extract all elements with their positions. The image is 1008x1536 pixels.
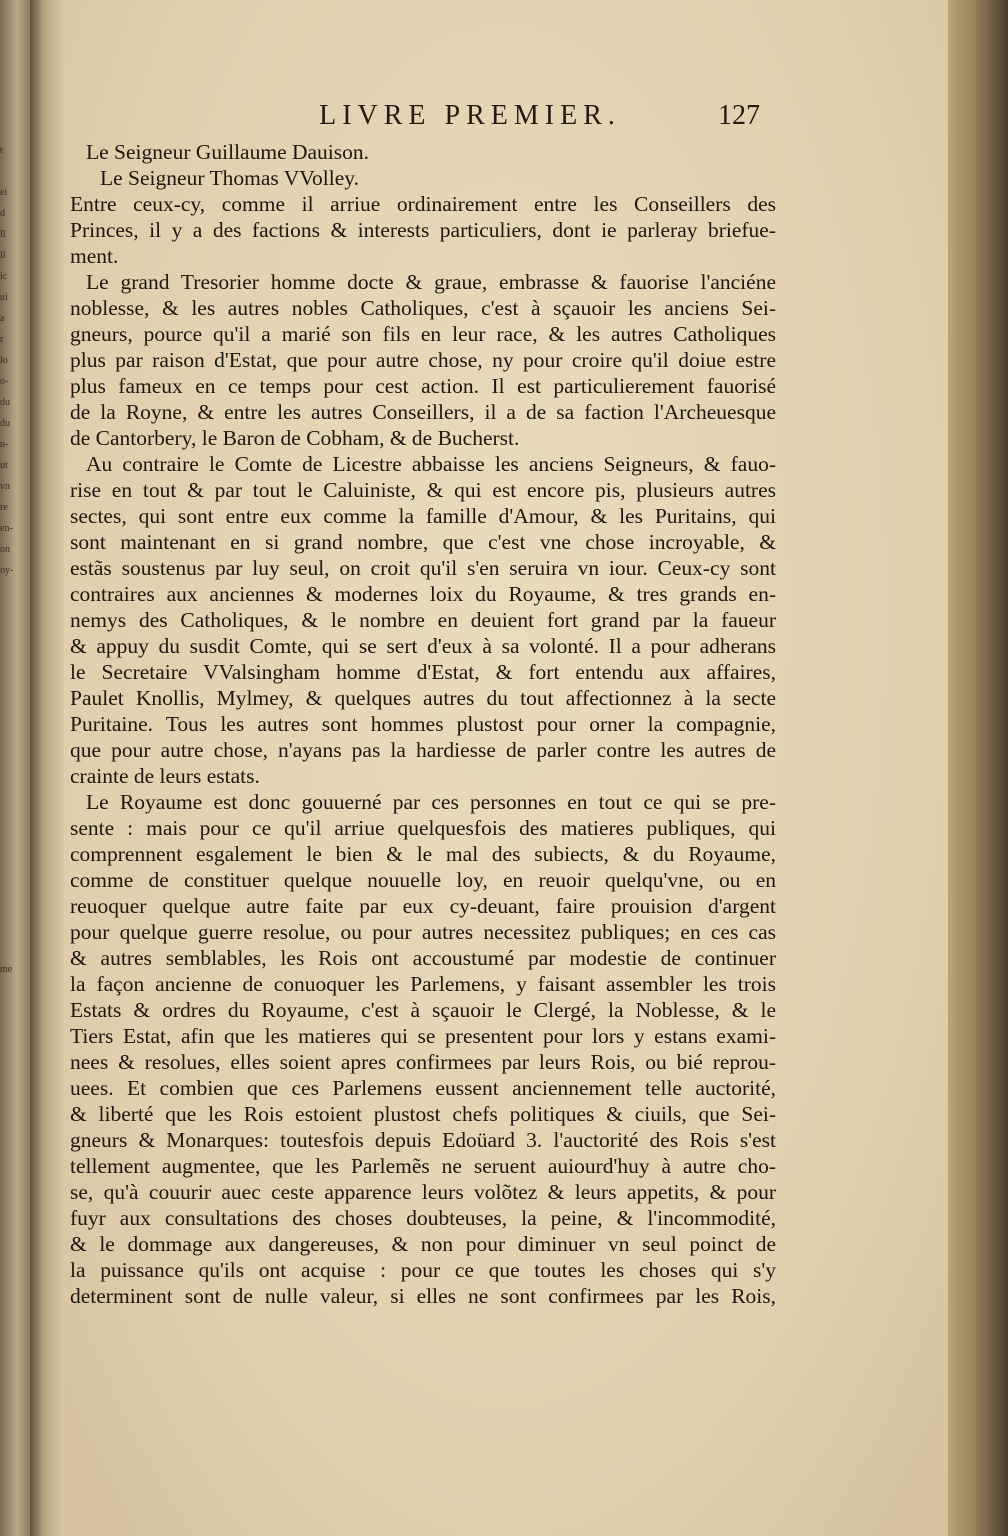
margin-fragment: o- [0, 376, 9, 387]
text-line: sectes, qui sont entre eux comme la famille d'Amour, & les Puritains, qui [70, 504, 776, 528]
margin-fragment [0, 812, 16, 833]
text-line: la puissance qu'ils ont acquise : pour ce que toutes les choses qui s'y [70, 1258, 776, 1282]
margin-fragment: re [0, 502, 8, 513]
margin-fragment [0, 791, 16, 812]
text-line: que pour autre chose, n'ayans pas la hardiesse de parler contre les autres de [70, 738, 776, 762]
margin-fragment: n- [0, 439, 9, 450]
text-line: Puritaine. Tous les autres sont hommes plustost pour orner la compagnie, [70, 712, 776, 736]
margin-fragment: a [0, 313, 5, 324]
adjacent-page-edge [0, 0, 30, 1536]
margin-fragment [0, 161, 16, 182]
margin-fragment: ll [0, 250, 6, 261]
margin-fragment: du [0, 397, 10, 408]
margin-fragment [0, 917, 16, 938]
margin-fragment [0, 833, 16, 854]
margin-fragment: ei [0, 187, 8, 198]
margin-fragment: t [0, 145, 3, 156]
body-text [64, 139, 776, 1309]
margin-fragment [0, 707, 16, 728]
text-line: contraires aux anciennes & modernes loix du Royaume, & tres grands en- [70, 582, 776, 606]
text-line: le Secretaire VValsingham homme d'Estat, & fort entendu aux affaires, [70, 660, 776, 684]
text-line: & autres semblables, les Rois ont accoustumé par modestie de continuer [70, 946, 776, 970]
text-line: gneurs, pource qu'il a marié son fils en leur race, & les autres Catholiques [70, 322, 776, 346]
text-line: pour quelque guerre resolue, ou pour autres necessitez publiques; en ces cas [70, 920, 776, 944]
margin-fragment: ui [0, 292, 8, 303]
text-line: Tiers Estat, afin que les matieres qui se presentent pour lors y estans exami- [70, 1024, 776, 1048]
margin-fragment: d [0, 208, 5, 219]
text-line: tellement augmentee, que les Parlemẽs ne seruent auiourd'huy à autre cho- [70, 1154, 776, 1178]
margin-fragment [0, 581, 16, 602]
margin-fragment [0, 875, 16, 896]
book-gutter [30, 0, 64, 1536]
text-line: Le Seigneur Guillaume Dauison. [86, 140, 370, 164]
text-line: se, qu'à couurir auec ceste apparence leurs volõtez & leurs appetits, & pour [70, 1180, 776, 1204]
text-line: gneurs & Monarques: toutesfois depuis Edoüard 3. l'auctorité des Rois s'est [70, 1128, 776, 1152]
page-number: 127 [718, 100, 760, 131]
text-line: Princes, il y a des factions & interests particuliers, dont ie parleray briefue- [70, 218, 776, 242]
margin-fragment [0, 665, 16, 686]
margin-fragment: en- [0, 523, 13, 534]
margin-fragment [0, 644, 16, 665]
text-line: & appuy du susdit Comte, qui se sert d'eux à sa volonté. Il a pour adherans [70, 634, 776, 658]
margin-fragment [0, 728, 16, 749]
text-line: plus fameux en ce temps pour cest action. Il est particulierement fauorisé [70, 374, 776, 398]
text-line: sente : mais pour ce qu'il arriue quelquesfois des matieres publiques, qui [70, 816, 776, 840]
text-line: rise en tout & par tout le Caluiniste, & qui est encore pis, plusieurs autres [70, 478, 776, 502]
margin-fragment: oy- [0, 565, 14, 576]
margin-fragment: r [0, 334, 4, 345]
margin-fragment [0, 602, 16, 623]
margin-fragment [0, 749, 16, 770]
text-line: Le grand Tresorier homme docte & graue, embrasse & fauorise l'anciéne [86, 270, 776, 294]
text-line: nees & resolues, elles soient apres confirmees par leurs Rois, ou bié reprou- [70, 1050, 776, 1074]
margin-fragment: me [0, 964, 13, 975]
text-line: comme de constituer quelque nouuelle loy, en reuoir quelqu'vne, ou en [70, 868, 776, 892]
margin-fragment [0, 770, 16, 791]
text-line: Estats & ordres du Royaume, c'est à sçauoir le Clergé, la Noblesse, & le [70, 998, 776, 1022]
margin-fragment [0, 896, 16, 917]
margin-fragment [0, 938, 16, 959]
text-line: de Cantorbery, le Baron de Cobham, & de Bucherst. [70, 426, 520, 450]
margin-fragment: lo [0, 355, 8, 366]
text-line: Entre ceux-cy, comme il arriue ordinairement entre les Conseillers des [70, 192, 776, 216]
margin-fragment [0, 623, 16, 644]
text-line: comprennent esgalement le bien & le mal des subiects, & du Royaume, [70, 842, 776, 866]
text-line: reuoquer quelque autre faite par eux cy-deuant, faire prouision d'argent [70, 894, 776, 918]
margin-fragment: vn [0, 481, 10, 492]
margin-fragment: ic [0, 271, 8, 282]
text-line: fuyr aux consultations des choses doubteuses, la peine, & l'incommodité, [70, 1206, 776, 1230]
adjacent-page-margin-text [0, 140, 16, 980]
margin-fragment [0, 854, 16, 875]
text-line: crainte de leurs estats. [70, 764, 260, 788]
text-line: Le Seigneur Thomas VVolley. [100, 166, 359, 190]
margin-fragment: du [0, 418, 10, 429]
text-line: determinent sont de nulle valeur, si elles ne sont confirmees par les Rois, [70, 1284, 776, 1308]
text-line: Paulet Knollis, Mylmey, & quelques autres du tout affectionnez à la secte [70, 686, 776, 710]
text-line: la façon ancienne de conuoquer les Parlemens, y faisant assembler les trois [70, 972, 776, 996]
page-fore-edge [948, 0, 1008, 1536]
text-line: Le Royaume est donc gouuerné par ces personnes en tout ce qui se pre- [86, 790, 776, 814]
text-line: sont maintenant en si grand nombre, que c'est vne chose incroyable, & [70, 530, 776, 554]
text-line: nemys des Catholiques, & le nombre en deuient fort grand par la faueur [70, 608, 776, 632]
text-line: plus par raison d'Estat, que pour autre chose, ny pour croire qu'il doiue estre [70, 348, 776, 372]
text-line: & liberté que les Rois estoient plustost chefs politiques & ciuils, que Sei- [70, 1102, 776, 1126]
running-head: LIVRE PREMIER. [319, 100, 621, 131]
margin-fragment: on [0, 544, 10, 555]
margin-fragment [0, 686, 16, 707]
text-line: estãs soustenus par luy seul, on croit qu'il s'en seruira vn iour. Ceux-cy sont [70, 556, 776, 580]
text-line: uees. Et combien que ces Parlemens eussent anciennement telle auctorité, [70, 1076, 776, 1100]
text-line: de la Royne, & entre les autres Conseillers, il a de sa faction l'Archeuesque [70, 400, 776, 424]
text-line: Au contraire le Comte de Licestre abbaisse les anciens Seigneurs, & fauo- [86, 452, 776, 476]
margin-fragment: ll [0, 229, 6, 240]
text-line: noblesse, & les autres nobles Catholiques, c'est à sçauoir les anciens Sei- [70, 296, 776, 320]
text-line: ment. [70, 244, 119, 268]
margin-fragment: ut [0, 460, 8, 471]
text-line: & le dommage aux dangereuses, & non pour diminuer vn seul poinct de [70, 1232, 776, 1256]
